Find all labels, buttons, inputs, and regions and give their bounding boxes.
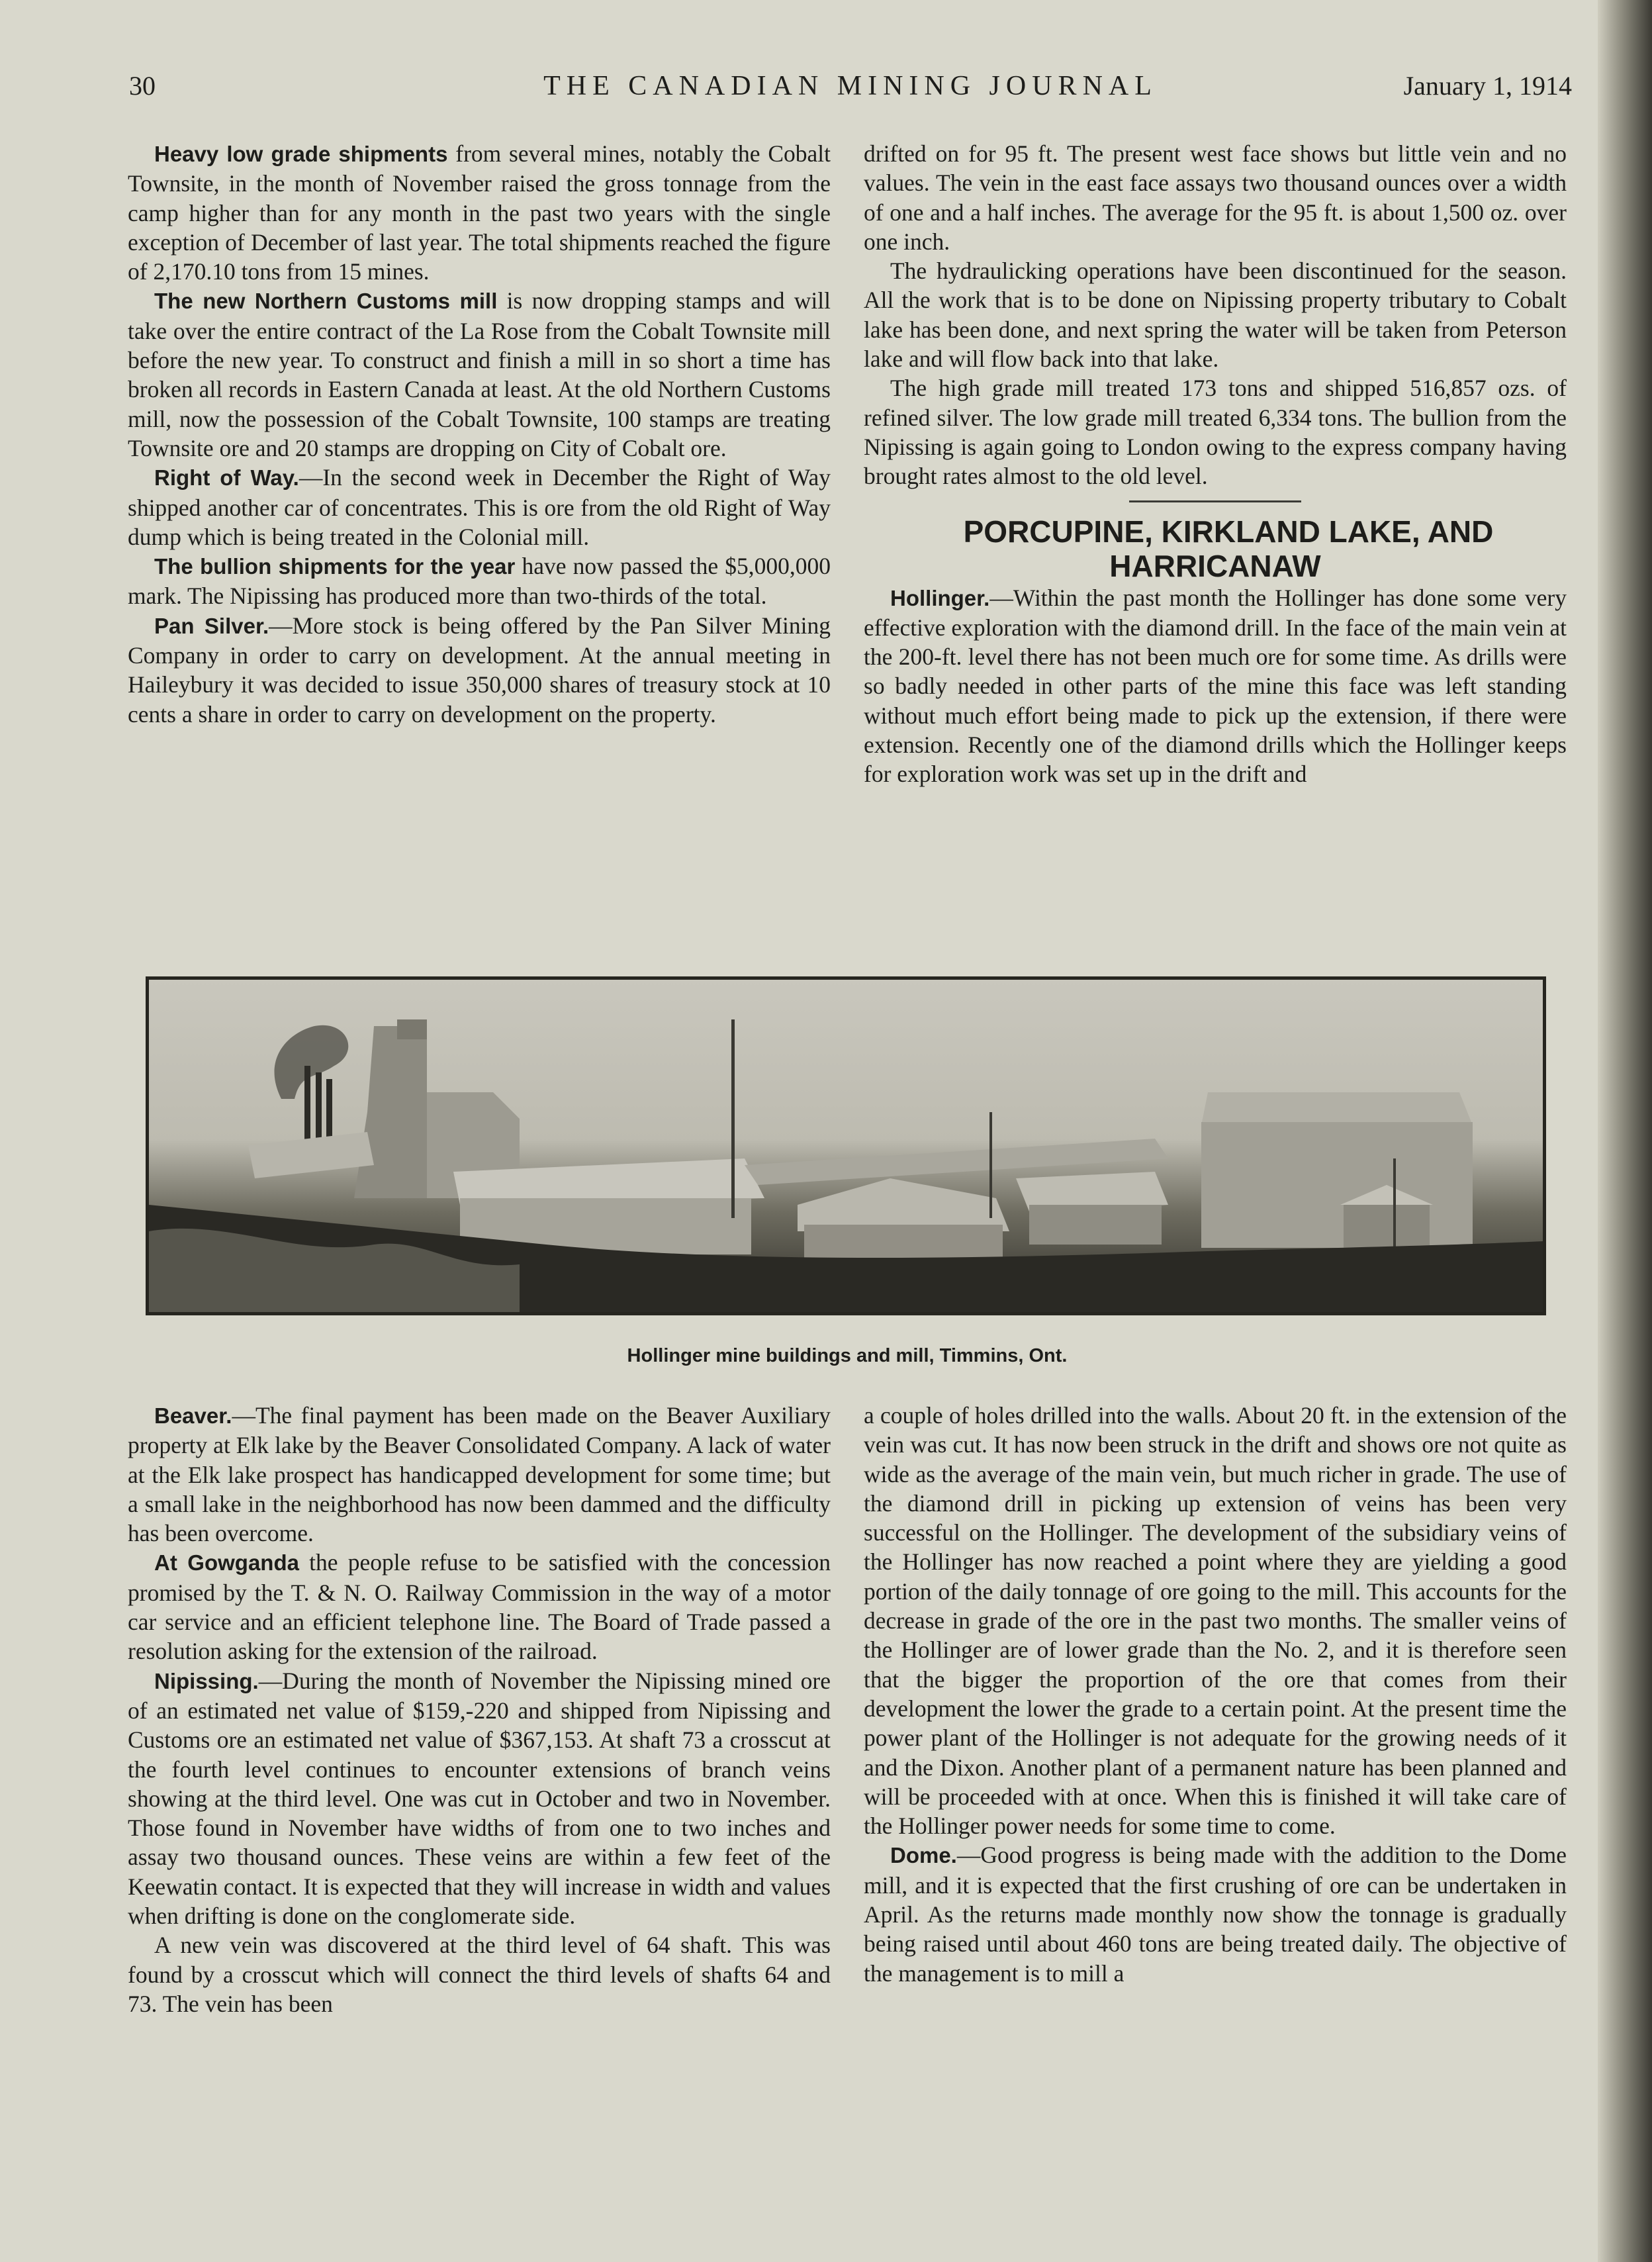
photo-caption: Hollinger mine buildings and mill, Timmins, Ont. [627, 1345, 1068, 1366]
paragraph-text: The hydraulicking operations have been discontinued for the season. All the work that is to be done on Nipissing property tributary to Cobalt lake has been done, and next spring the water will be taken from Peterson lake and will flow back into that lake. [864, 258, 1567, 373]
paragraph-lead: The new Northern Customs mill [154, 289, 498, 314]
paragraph [864, 1401, 1567, 1840]
paragraph-lead: Pan Silver. [154, 613, 269, 638]
paragraph-text: —During the month of November the Nipissing mined ore of an estimated net value of $159,-220 and shipped from Nipissing and Customs ore an estimated net value of $367,153. At shaft 73 a crosscut at the fourth level continues to encounter extensions of branch veins showing at the third level. One was cut in October and two in November. Those found in November have widths of from one to two inches and assay two thousand ounces. These veins are within a few feet of the Keewatin contact. It is expected that they will increase in width and values when drifting is done on the conglomerate side. [128, 1667, 831, 1930]
paragraph-text: —Good progress is being made with the addition to the Dome mill, and it is expected that the first crushing of ore can be undertaken in April. As the returns made monthly now show the tonnage is gradually being raised until about 460 tons are being treated daily. The objective of the management is to mill a [864, 1842, 1567, 1987]
paragraph-text: —More stock is being offered by the Pan Silver Mining Company in order to carry on development. At the annual meeting in Haileybury it was decided to issue 350,000 shares of treasury stock at 10 cents a share in order to carry on development on the property. [128, 612, 831, 728]
paragraph [864, 1840, 1567, 1987]
paragraph-text: —The final payment has been made on the Beaver Auxiliary property at Elk lake by the Beaver Consolidated Company. A lack of water at the Elk lake prospect has handicapped development for some time; but a small lake in the neighborhood has now been dammed and the difficulty has been overcome. [128, 1402, 831, 1547]
column-upper-left [128, 139, 831, 729]
paragraph-text: a couple of holes drilled into the walls. About 20 ft. in the extension of the vein was cut. It has now been struck in the drift and shows ore not quite as wide as the average of the main vein, but much richer in grade. The use of the diamond drill in picking up extension of veins has been very successful on the Hollinger. The development of the subsidiary veins of the Hollinger has now reached a point where they are yielding a good portion of the daily tonnage of ore going to the mill. This accounts for the decrease in grade of the ore in the past two months. The smaller veins of the Hollinger are of lower grade than the No. 2, and it is therefore seen that the bigger the proportion of the ore that comes from their development the lower the grade to a certain point. At the present time the power plant of the Hollinger is not adequate for the growing needs of it and the Dixon. Another plant of a permanent nature has been planned and will be proceeded with at once. When this is finished it will take care of the Hollinger power needs for some time to come. [864, 1402, 1567, 1840]
paragraph [864, 583, 1567, 789]
upper-right-paragraphs-before [864, 139, 1567, 491]
section-heading-line1: PORCUPINE, KIRKLAND LAKE, AND [963, 514, 1494, 549]
paragraph [864, 373, 1567, 491]
column-lower-left [128, 1401, 831, 2018]
paragraph [128, 139, 831, 286]
paragraph [864, 256, 1567, 373]
paragraph-lead: The bullion shipments for the year [154, 554, 516, 579]
paragraph-text: is now dropping stamps and will take over the entire contract of the La Rose from the Cobalt Townsite mill before the new year. To construct and finish a mill in so short a time has broken all records in Eastern Canada at least. At the old Northern Customs mill, now the possession of the Cobalt Townsite, 100 stamps are treating Townsite ore and 20 stamps are dropping on City of Cobalt ore. [128, 287, 831, 461]
paragraph [128, 286, 831, 463]
column-lower-right [864, 1401, 1567, 1988]
paragraph-text: A new vein was discovered at the third level of 64 shaft. This was found by a crosscut which will connect the third levels of shafts 64 and 73. The vein has been [128, 1932, 831, 2017]
journal-title: THE CANADIAN MINING JOURNAL [543, 71, 1158, 101]
paragraph-lead: Right of Way. [154, 465, 299, 491]
column-upper-right [864, 139, 1567, 789]
paragraph-text: The high grade mill treated 173 tons and shipped 516,857 ozs. of refined silver. The low grade mill treated 6,334 tons. The bullion from the Nipissing is again going to London owing to the express company having brought rates almost to the old level. [864, 375, 1567, 490]
paragraph [128, 1548, 831, 1666]
upper-right-paragraphs-after [864, 583, 1567, 789]
paragraph-lead: Heavy low grade shipments [154, 142, 448, 166]
paragraph [864, 139, 1567, 256]
paragraph-lead: Nipissing. [154, 1668, 259, 1693]
section-divider-rule [1129, 500, 1301, 502]
paragraph-text: drifted on for 95 ft. The present west face shows but little vein and no values. The vein in the east face assays two thousand ounces over a width of one and a half inches. The average for the 95 ft. is about 1,500 oz. over one inch. [864, 140, 1567, 255]
paragraph [128, 611, 831, 729]
page-number: 30 [129, 71, 156, 101]
paragraph-text: —Within the past month the Hollinger has done some very effective exploration with the diamond drill. In the face of the main vein at the 200-ft. level there has not been much ore for some time. As drills were so badly needed in other parts of the mine this face was left standing without much effort being made to pick up the extension, if there were extension. Recently one of the diamond drills which the Hollinger keeps for exploration work was set up in the drift and [864, 584, 1567, 788]
running-header [129, 66, 1572, 106]
paragraph [128, 551, 831, 611]
issue-date: January 1, 1914 [1403, 71, 1572, 101]
section-heading-line2: HARRICANAW [1109, 548, 1321, 583]
paragraph-text: from several mines, notably the Cobalt Townsite, in the month of November raised the gross tonnage from the camp higher than for any month in the past two years with the single exception of December of last year. The total shipments reached the figure of 2,170.10 tons from 15 mines. [128, 140, 831, 285]
paragraph-lead: Beaver. [154, 1403, 232, 1428]
section-heading [864, 514, 1567, 583]
paragraph-lead: At Gowganda [154, 1550, 299, 1576]
mine-photo [146, 976, 1546, 1315]
paragraph [128, 1666, 831, 1931]
paragraph [128, 463, 831, 551]
page-binding-edge [1598, 0, 1652, 2262]
paragraph [128, 1930, 831, 2018]
paragraph [128, 1401, 831, 1548]
mine-buildings-illustration [149, 980, 1543, 1312]
paragraph-text: the people refuse to be satisfied with the concession promised by the T. & N. O. Railway Commission in the way of a motor car service and an efficient telephone line. The Board of Trade passed a resolution asking for the extension of the railroad. [128, 1549, 831, 1665]
paragraph-text: —In the second week in December the Right of Way shipped another car of concentrates. This is ore from the old Right of Way dump which is being treated in the Colonial mill. [128, 464, 831, 550]
paragraph-text: have now passed the $5,000,000 mark. The Nipissing has produced more than two-thirds of the total. [128, 553, 831, 610]
paragraph-lead: Hollinger. [890, 585, 990, 610]
paragraph-lead: Dome. [890, 1843, 957, 1868]
